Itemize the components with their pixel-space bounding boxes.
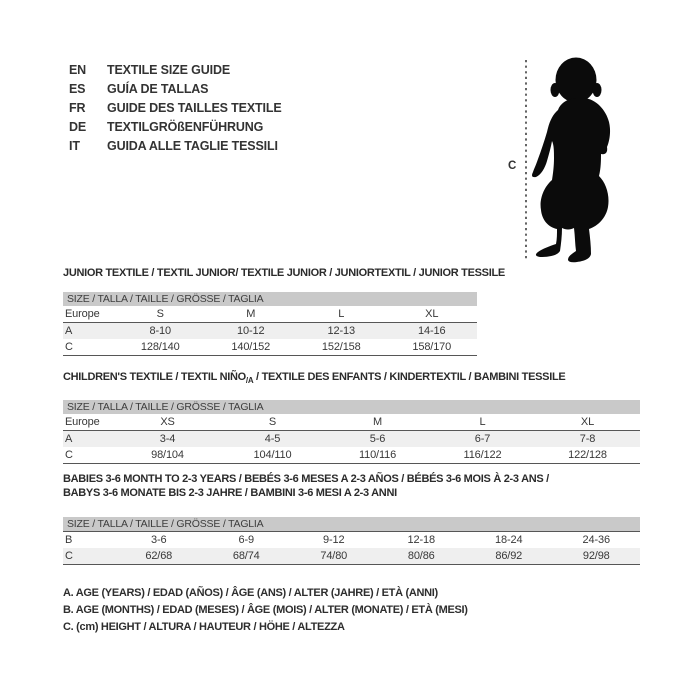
row-label: Europe bbox=[65, 308, 100, 320]
table-cell: 5-6 bbox=[369, 433, 386, 446]
table-cell: 98/104 bbox=[151, 449, 184, 462]
table-cell: 86/92 bbox=[495, 550, 523, 562]
table-cell: 9-12 bbox=[323, 534, 345, 546]
row-label: A bbox=[65, 433, 73, 446]
table-cell: 12-18 bbox=[407, 534, 435, 546]
table-cell: 128/140 bbox=[140, 341, 180, 353]
spacer bbox=[63, 500, 640, 517]
table-cell: 74/80 bbox=[320, 550, 348, 562]
size-grid bbox=[63, 517, 640, 565]
row-label: C bbox=[65, 341, 73, 353]
babies-textile-table bbox=[63, 472, 640, 565]
table-cell: 158/170 bbox=[412, 341, 452, 353]
table-cell: S bbox=[268, 416, 277, 429]
table-cell: XL bbox=[425, 308, 439, 320]
row-label: B bbox=[65, 534, 73, 546]
table-cell: 6-9 bbox=[238, 534, 254, 546]
height-marker-label: C bbox=[508, 160, 517, 172]
table-cell: 68/74 bbox=[232, 550, 260, 562]
language-row bbox=[69, 80, 282, 99]
table-cell: 140/152 bbox=[231, 341, 271, 353]
table-row bbox=[63, 306, 477, 323]
language-row bbox=[69, 118, 282, 137]
table-row bbox=[63, 431, 640, 447]
table-cell: M bbox=[372, 416, 382, 429]
table-cell: L bbox=[338, 308, 345, 320]
language-code: EN bbox=[69, 63, 87, 77]
footnotes bbox=[63, 585, 468, 636]
table-cell: XL bbox=[580, 416, 595, 429]
table-title bbox=[63, 266, 505, 280]
table-cell: 122/128 bbox=[568, 449, 607, 462]
table-title-segment: JUNIOR TEXTILE / TEXTIL JUNIOR/ TEXTILE JUNIOR / JUNIORTEXTIL / JUNIOR TESSILE bbox=[63, 267, 505, 279]
row-label: C bbox=[65, 550, 73, 562]
table-title bbox=[63, 472, 640, 486]
row-label: A bbox=[65, 325, 73, 337]
table-title bbox=[63, 486, 640, 500]
table-cell: XS bbox=[160, 416, 175, 429]
table-cell: 3-6 bbox=[151, 534, 167, 546]
table-cell: M bbox=[246, 308, 256, 320]
language-code: IT bbox=[69, 139, 80, 153]
table-cell: 104/110 bbox=[253, 449, 292, 462]
table-row bbox=[63, 339, 477, 355]
language-label: TEXTILE SIZE GUIDE bbox=[107, 63, 231, 77]
table-cell: 116/122 bbox=[463, 449, 502, 462]
table-cell: 10-12 bbox=[237, 325, 265, 337]
table-title-segment: / TEXTILE DES ENFANTS / KINDERTEXTIL / BAMBINI TESSILE bbox=[253, 371, 566, 383]
language-code: FR bbox=[69, 101, 86, 115]
table-cell: L bbox=[479, 416, 486, 429]
baby-silhouette bbox=[532, 58, 610, 263]
table-title bbox=[63, 370, 640, 388]
language-row bbox=[69, 99, 282, 118]
table-cell: S bbox=[156, 308, 164, 320]
language-row bbox=[69, 61, 282, 80]
language-label: GUIDE DES TAILLES TEXTILE bbox=[107, 101, 282, 115]
table-cell: 4-5 bbox=[264, 433, 281, 446]
table-cell: 7-8 bbox=[579, 433, 596, 446]
table-cell: 92/98 bbox=[582, 550, 610, 562]
size-header-bar: SIZE / TALLA / TAILLE / GRÖSSE / TAGLIA bbox=[63, 400, 640, 414]
childrens-textile-table bbox=[63, 370, 640, 464]
language-label: TEXTILGRÖßENFÜHRUNG bbox=[107, 120, 264, 134]
table-cell: 6-7 bbox=[474, 433, 491, 446]
size-grid bbox=[63, 292, 477, 356]
junior-textile-table bbox=[63, 266, 505, 356]
table-cell: 3-4 bbox=[159, 433, 176, 446]
table-cell: 80/86 bbox=[407, 550, 435, 562]
footnote-line: B. AGE (MONTHS) / EDAD (MESES) / ÂGE (MOIS) / ALTER (MONATE) / ETÀ (MESI) bbox=[63, 604, 468, 616]
table-cell: 14-16 bbox=[418, 325, 446, 337]
table-title-segment: CHILDREN'S TEXTILE / TEXTIL NIÑO bbox=[63, 371, 246, 383]
table-row bbox=[63, 532, 640, 548]
spacer bbox=[63, 388, 640, 400]
language-row bbox=[69, 137, 282, 156]
language-code: ES bbox=[69, 82, 86, 96]
spacer bbox=[63, 280, 477, 292]
footnote-line: C. (cm) HEIGHT / ALTURA / HAUTEUR / HÖHE / ALTEZZA bbox=[63, 621, 345, 633]
table-cell: 152/158 bbox=[321, 341, 361, 353]
language-label: GUÍA DE TALLAS bbox=[107, 82, 209, 96]
table-title-segment: BABYS 3-6 MONATE BIS 2-3 JAHRE / BAMBINI 3-6 MESI A 2-3 ANNI bbox=[63, 487, 397, 499]
size-grid bbox=[63, 400, 640, 464]
table-row bbox=[63, 414, 640, 431]
language-label: GUIDA ALLE TAGLIE TESSILI bbox=[107, 139, 278, 153]
row-label: Europe bbox=[65, 416, 100, 429]
size-header-bar: SIZE / TALLA / TAILLE / GRÖSSE / TAGLIA bbox=[63, 292, 477, 306]
baby-silhouette-figure bbox=[500, 48, 665, 273]
table-row bbox=[63, 548, 640, 564]
table-cell: 110/116 bbox=[358, 449, 397, 462]
table-title-segment: BABIES 3-6 MONTH TO 2-3 YEARS / BEBÉS 3-6 MESES A 2-3 AÑOS / BÉBÉS 3-6 MOIS À 2-3 ANS / bbox=[63, 473, 549, 485]
table-cell: 18-24 bbox=[495, 534, 523, 546]
language-list bbox=[69, 61, 282, 156]
table-cell: 62/68 bbox=[145, 550, 173, 562]
table-cell: 12-13 bbox=[327, 325, 355, 337]
size-header-bar: SIZE / TALLA / TAILLE / GRÖSSE / TAGLIA bbox=[63, 517, 640, 532]
table-cell: 8-10 bbox=[149, 325, 171, 337]
row-label: C bbox=[65, 449, 73, 462]
table-title-segment: /A bbox=[245, 376, 254, 386]
language-code: DE bbox=[69, 120, 87, 134]
table-cell: 24-36 bbox=[582, 534, 610, 546]
table-row bbox=[63, 447, 640, 463]
footnote-line: A. AGE (YEARS) / EDAD (AÑOS) / ÂGE (ANS) / ALTER (JAHRE) / ETÀ (ANNI) bbox=[63, 587, 438, 599]
table-row bbox=[63, 323, 477, 339]
